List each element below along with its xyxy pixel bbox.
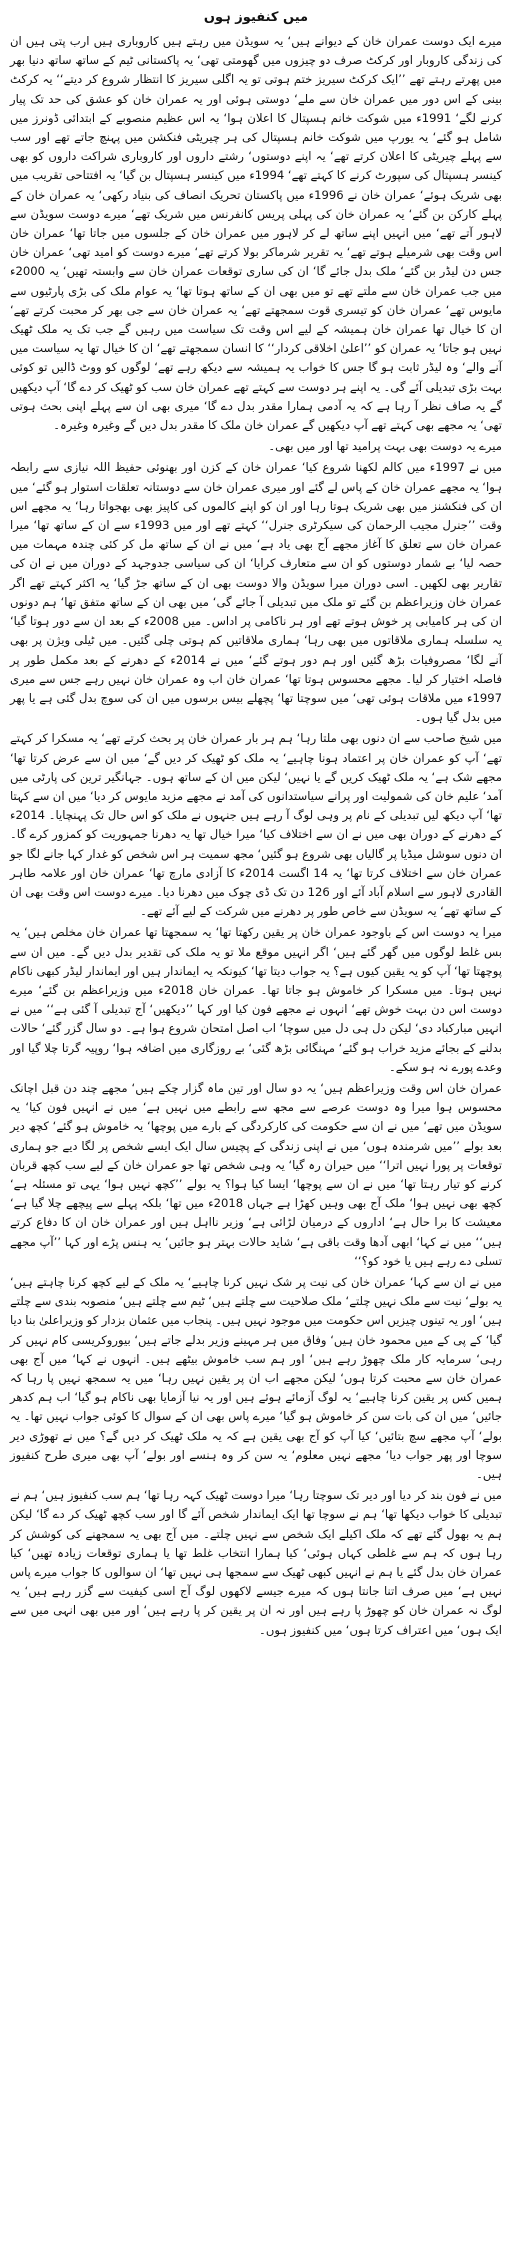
article-paragraph-8: میں نے فون بند کر دیا اور دیر تک سوچتا رہا‘ میرا دوست ٹھیک کہہ رہا تھا‘ ہم سب کنفیوز ہیں‘ ہم نے تبدیلی کا خواب دیکھا تھا‘ ہم نے سوچا تھا ایک ایماندار شخص آئے گا اور سب کچھ ٹھیک کر دے گا‘ لیکن ہم یہ بھول گئے تھے کہ ملک اکیلے ایک شخص سے نہیں چلتے۔ میں آج بھی یہ سمجھنے کی کوشش کر رہا ہوں کہ ہم سے غلطی کہاں ہوئی‘ کیا ہمارا انتخاب غلط تھا یا ہماری توقعات زیادہ تھیں‘ کیا عمران خان بدل گئے یا ہم نے انہیں کبھی ٹھیک سے سمجھا ہی نہیں تھا‘ ان سوالوں کا جواب میرے پاس نہیں ہے‘ میں صرف اتنا جانتا ہوں کہ میرے جیسے لاکھوں لوگ آج اسی کیفیت سے گزر رہے ہیں‘ یہ لوگ نہ عمران خان کو چھوڑ پا رہے ہیں اور نہ ان پر یقین کر پا رہے ہیں‘ اور میں بھی انہی میں سے ایک ہوں‘ میں اعتراف کرتا ہوں‘ میں کنفیوز ہوں۔ — [10, 1488, 502, 1637]
article-title: میں کنفیوز ہوں — [203, 10, 309, 25]
article-paragraph-7: میں نے ان سے کہا‘ عمران خان کی نیت پر شک نہیں کرنا چاہیے‘ یہ ملک کے لیے کچھ کرنا چاہتے ہیں‘ یہ بولے‘ نیت سے ملک نہیں چلتے‘ ملک صلاحیت سے چلتے ہیں‘ ٹیم سے چلتے ہیں‘ منصوبہ بندی سے چلتے ہیں‘ اور یہ تینوں چیزیں اس حکومت میں موجود نہیں ہیں۔ پنجاب میں عثمان بزدار کو وزیراعلیٰ بنا دیا گیا‘ کے پی کے میں محمود خان ہیں‘ وفاق میں ہر مہینے وزیر بدلے جاتے ہیں‘ بیوروکریسی کام نہیں کر رہی‘ سرمایہ کار ملک چھوڑ رہے ہیں‘ اور ہم سب خاموش بیٹھے ہیں۔ انہوں نے کہا‘ میں آج بھی عمران خان سے محبت کرتا ہوں‘ لیکن مجھے اب ان پر یقین نہیں رہا‘ میں یہ سمجھ نہیں پا رہا کہ ہمیں کس پر یقین کرنا چاہیے‘ یہ لوگ آزمائے ہوئے ہیں اور یہ نیا آزمایا بھی ناکام ہو گیا‘ اب ہم کدھر جائیں‘ میں ان کی بات سن کر خاموش ہو گیا‘ میرے پاس بھی ان کے سوال کا کوئی جواب نہیں تھا۔ یہ بولے‘ آپ مجھے سچ بتائیں‘ کیا آپ کو آج بھی یقین ہے کہ یہ ملک ٹھیک کر دیں گے؟ میں نے تھوڑی دیر سوچا اور پھر جواب دیا‘ مجھے نہیں معلوم‘ یہ سن کر وہ ہنسے اور بولے‘ آپ بھی میری طرح کنفیوز ہیں۔ — [10, 1275, 502, 1482]
article-paragraph-5: میرا یہ دوست اس کے باوجود عمران خان پر یقین رکھتا تھا‘ یہ سمجھتا تھا عمران خان مخلص ہیں‘ یہ بس غلط لوگوں میں گھر گئے ہیں‘ اگر انہیں موقع ملا تو یہ ملک کی تقدیر بدل دیں گے۔ میں ان سے پوچھتا تھا‘ آپ کو یہ یقین کیوں ہے؟ یہ جواب دیتا تھا‘ کیونکہ یہ ایماندار ہیں اور ایماندار لیڈر کبھی ناکام نہیں ہوتا۔ میں مسکرا کر خاموش ہو جاتا تھا۔ عمران خان 2018ء میں وزیراعظم بن گئے‘ میرے دوست اس دن بہت خوش تھے‘ انہوں نے مجھے فون کیا اور کہا ’’دیکھیں‘ آج تبدیلی آ گئی ہے‘‘ میں نے انہیں مبارکباد دی‘ لیکن دل ہی دل میں سوچا‘ اب اصل امتحان شروع ہوا ہے۔ دو سال گزر گئے‘ حالات بدلنے کے بجائے مزید خراب ہو گئے‘ مہنگائی بڑھ گئی‘ بے روزگاری میں اضافہ ہوا‘ روپیہ گرتا چلا گیا اور وعدے پورے نہ ہو سکے۔ — [10, 925, 502, 1074]
article-paragraph-2: میرے یہ دوست بھی بہت پرامید تھا اور میں بھی۔ — [268, 439, 502, 454]
article-paragraph-3: میں نے 1997ء میں کالم لکھنا شروع کیا‘ عمران خان کے کزن اور بھنوئی حفیظ اللہ نیازی سے رابطہ ہوا‘ یہ مجھے عمران خان کے پاس لے گئے اور میری عمران خان سے دوستانہ تعلقات استوار ہو گئے‘ میں ان کی فنکشنز میں بھی شریک ہوتا رہا اور ان کو اپنے کالموں کی کاپیز بھی بھجواتا رہا‘ یہ مجھے اس وقت ’’جنرل مجیب الرحمان کی سیکرٹری جنرل‘‘ کہتے تھے اور میں 1993ء سے ان کے ساتھ تھا‘ میرا عمران خان سے تعلق کا آغاز مجھے آج بھی یاد ہے‘ میں نے ان کے ساتھ مل کر کئی چندہ مہمات میں حصہ لیا‘ بے شمار دوستوں کو ان سے متعارف کرایا‘ ان کی سیاسی جدوجہد کے دوران میں نے ان کی تقاریر بھی لکھیں۔ اسی دوران میرا سویڈن والا دوست بھی ان کے ساتھ جڑ گیا‘ یہ اکثر کہتے تھے اگر عمران خان وزیراعظم بن گئے تو ملک میں تبدیلی آ جائے گی‘ میں بھی ان کے ساتھ متفق تھا‘ ہم دونوں ان کی ہر کامیابی پر خوش ہوتے تھے اور ہر ناکامی پر اداس۔ میں 2008ء کے بعد ان سے دور ہوتا گیا‘ یہ سلسلہ ہماری ملاقاتوں میں بھی رہا‘ ہماری ملاقاتیں کم ہوتی چلی گئیں۔ میں ٹیلی ویژن پر بھی آنے لگا‘ مصروفیات بڑھ گئیں اور ہم دور ہوتے گئے‘ میں نے 2014ء کے دھرنے کے بعد مکمل طور پر فاصلہ اختیار کر لیا۔ مجھے محسوس ہوتا تھا‘ عمران خان اب وہ عمران خان نہیں رہے جس سے میری 1997ء میں ملاقات ہوئی تھی‘ میں سوچتا تھا‘ پچھلے بیس برسوں میں ان کی سوچ بدل گئی ہے یا پھر میں بدل گیا ہوں۔ — [10, 460, 503, 725]
article-paragraph-4: میں شیخ صاحب سے ان دنوں بھی ملتا رہا‘ ہم ہر بار عمران خان پر بحث کرتے تھے‘ یہ مسکرا کر کہتے تھے‘ آپ کو عمران خان پر اعتماد ہونا چاہیے‘ یہ ملک کو ٹھیک کر دیں گے‘ میں ان سے عرض کرتا تھا‘ مجھے شک ہے‘ یہ ملک ٹھیک کریں گے یا نہیں‘ لیکن میں ان کے ساتھ ہوں۔ جہانگیر ترین کی پارٹی میں آمد‘ علیم خان کی شمولیت اور پرانے سیاستدانوں کی آمد نے مجھے مزید مایوس کر دیا‘ میں ان سے کہتا تھا‘ آپ دیکھ لیں تبدیلی کے نام پر وہی لوگ آ رہے ہیں جنہوں نے ملک کو اس حال تک پہنچایا۔ 2014ء کے دھرنے کے دوران بھی میں نے ان سے اختلاف کیا‘ میرا خیال تھا یہ دھرنا جمہوریت کو کمزور کرے گا۔ ان دنوں سوشل میڈیا پر گالیاں بھی شروع ہو گئیں‘ مجھ سمیت ہر اس شخص کو غدار کہا جانے لگا جو عمران خان سے اختلاف کرتا تھا‘ یہ 14 اگست 2014ء کا آزادی مارچ تھا‘ عمران خان اور علامہ طاہر القادری لاہور سے اسلام آباد آئے اور 126 دن تک ڈی چوک میں دھرنا دیا۔ میرے دوست اس وقت بھی ان کے ساتھ تھے‘ یہ سویڈن سے خاص طور پر دھرنے میں شرکت کے لیے آئے تھے۔ — [10, 731, 502, 919]
article-paragraph-1: میرے ایک دوست عمران خان کے دیوانے ہیں‘ یہ سویڈن میں رہتے ہیں کاروباری ہیں ارب پتی ہیں ان کی زندگی کاروبار اور کرکٹ صرف دو چیزوں میں گھومتی تھی‘ یہ پاکستانی ٹیم کے ساتھ ساتھ دنیا بھر میں پھرتے رہتے تھے ’’ایک کرکٹ سیریز ختم ہوتی تو یہ اگلی سیریز کا انتظار شروع کر دیتے‘‘ یہ کرکٹ بینی کے اس دور میں عمران خان سے ملے‘ دوستی ہوئی اور یہ عمران خان کو عشق کی حد تک پیار کرنے لگے‘ 1991ء میں شوکت خانم ہسپتال کا اعلان ہوا‘ یہ اس عظیم منصوبے کے ابتدائی ڈونرز میں شامل ہو گئے‘ یہ یورپ میں شوکت خانم ہسپتال کی ہر چیریٹی فنکشن میں پہنچ جاتے تھے اور سب سے پہلے چیریٹی کا اعلان کرتے تھے‘ یہ اپنے دوستوں‘ رشتے داروں اور کاروباری شراکت داروں کو بھی کینسر ہسپتال کی سپورٹ کرنے کا کہتے تھے‘ 1994ء میں کینسر ہسپتال بن گیا‘ یہ افتتاحی تقریب میں بھی شریک ہوئے‘ عمران خان نے 1996ء میں پاکستان تحریک انصاف کی بنیاد رکھی‘ یہ عمران خان کے پہلے کارکن بن گئے‘ یہ عمران خان کی پہلی پریس کانفرنس میں شریک تھے‘ میرے دوست سویڈن سے لاہور آتے تھے‘ میں انہیں اپنے ساتھ لے کر لاہور میں عمران خان کے جلسوں میں جاتا تھا‘ عمران خان اس وقت بھی شرمیلے ہوتے تھے‘ یہ تقریر شرماکر بولا کرتے تھے‘ میرے دوست کو امید تھی‘ عمران خان جس دن لیڈر بن گئے‘ ملک بدل جائے گا‘ ان کی ساری توقعات عمران خان سے وابستہ تھیں‘ یہ 2000ء میں جب عمران خان سے ملتے تھے تو میں بھی ان کے ساتھ ہوتا تھا‘ یہ عوام ملک کی بڑی پارٹیوں سے مایوس تھے‘ عمران خان کو تیسری قوت سمجھتے تھے‘ یہ عمران خان سے جی بھر کر محبت کرتے تھے‘ ان کا خیال تھا عمران خان ہمیشہ کے لیے اس وقت تک سیاست میں رہیں گے جب تک یہ ملک ٹھیک نہیں ہو جاتا‘ یہ عمران کو ’’اعلیٰ اخلاقی کردار‘‘ کا انسان سمجھتے تھے‘ ان کا خیال تھا یہ سیاست میں آنے والے‘ وہ لیڈر ثابت ہو گا جس کا خواب یہ ہمیشہ سے دیکھ رہے تھے‘ لوگوں کو ووٹ ڈالیں تو کوئی بہت بڑی تبدیلی آئے گی۔ یہ اپنے ہر دوست سے کہتے تھے عمران خان سب کو ٹھیک کر دے گا‘ آپ دیکھیں گے یہ صاف نظر آ رہا ہے کہ یہ آدمی ہمارا مقدر بدل دے گا‘ میری بھی ان سے پہلے اپنی بحث ہوتی تھی‘ یہ مجھے بھی کہتے تھے آپ دیکھیں گے عمران خان ملک کا مقدر بدل دیں گے وغیرہ وغیرہ۔ — [10, 34, 503, 433]
article-paragraph-6: عمران خان اس وقت وزیراعظم ہیں‘ یہ دو سال اور تین ماہ گزار چکے ہیں‘ مجھے چند دن قبل اچانک محسوس ہوا میرا وہ دوست عرصے سے مجھ سے رابطے میں نہیں ہے‘ میں نے انہیں فون کیا‘ یہ سویڈن میں تھے‘ میں نے ان سے حکومت کی کارکردگی کے بارے میں پوچھا‘ یہ خاموش ہو گئے‘ کچھ دیر بعد بولے ’’میں شرمندہ ہوں‘ میں نے اپنی زندگی کے پچیس سال ایک ایسے شخص پر لگا دیے جو ہماری توقعات پر پورا نہیں اترا‘‘ میں حیران رہ گیا‘ یہ وہی شخص تھا جو عمران خان کے لیے سب کچھ قربان کرنے کو تیار رہتا تھا‘ میں نے ان سے پوچھا‘ ایسا کیا ہوا؟ یہ بولے ’’کچھ نہیں ہوا‘ یہی تو مسئلہ ہے‘ کچھ بھی نہیں ہوا‘ ملک آج بھی وہیں کھڑا ہے جہاں 2018ء میں تھا‘ بلکہ پہلے سے پیچھے چلا گیا ہے‘ معیشت کا برا حال ہے‘ اداروں کے درمیان لڑائی ہے‘ وزیر نااہل ہیں اور عمران خان ان کا دفاع کرتے ہیں‘‘ میں نے کہا‘ ابھی آدھا وقت باقی ہے‘ شاید حالات بہتر ہو جائیں‘ یہ ہنس پڑے اور کہا ’’آپ مجھے تسلی دے رہے ہیں یا خود کو؟‘‘ — [10, 1080, 502, 1268]
